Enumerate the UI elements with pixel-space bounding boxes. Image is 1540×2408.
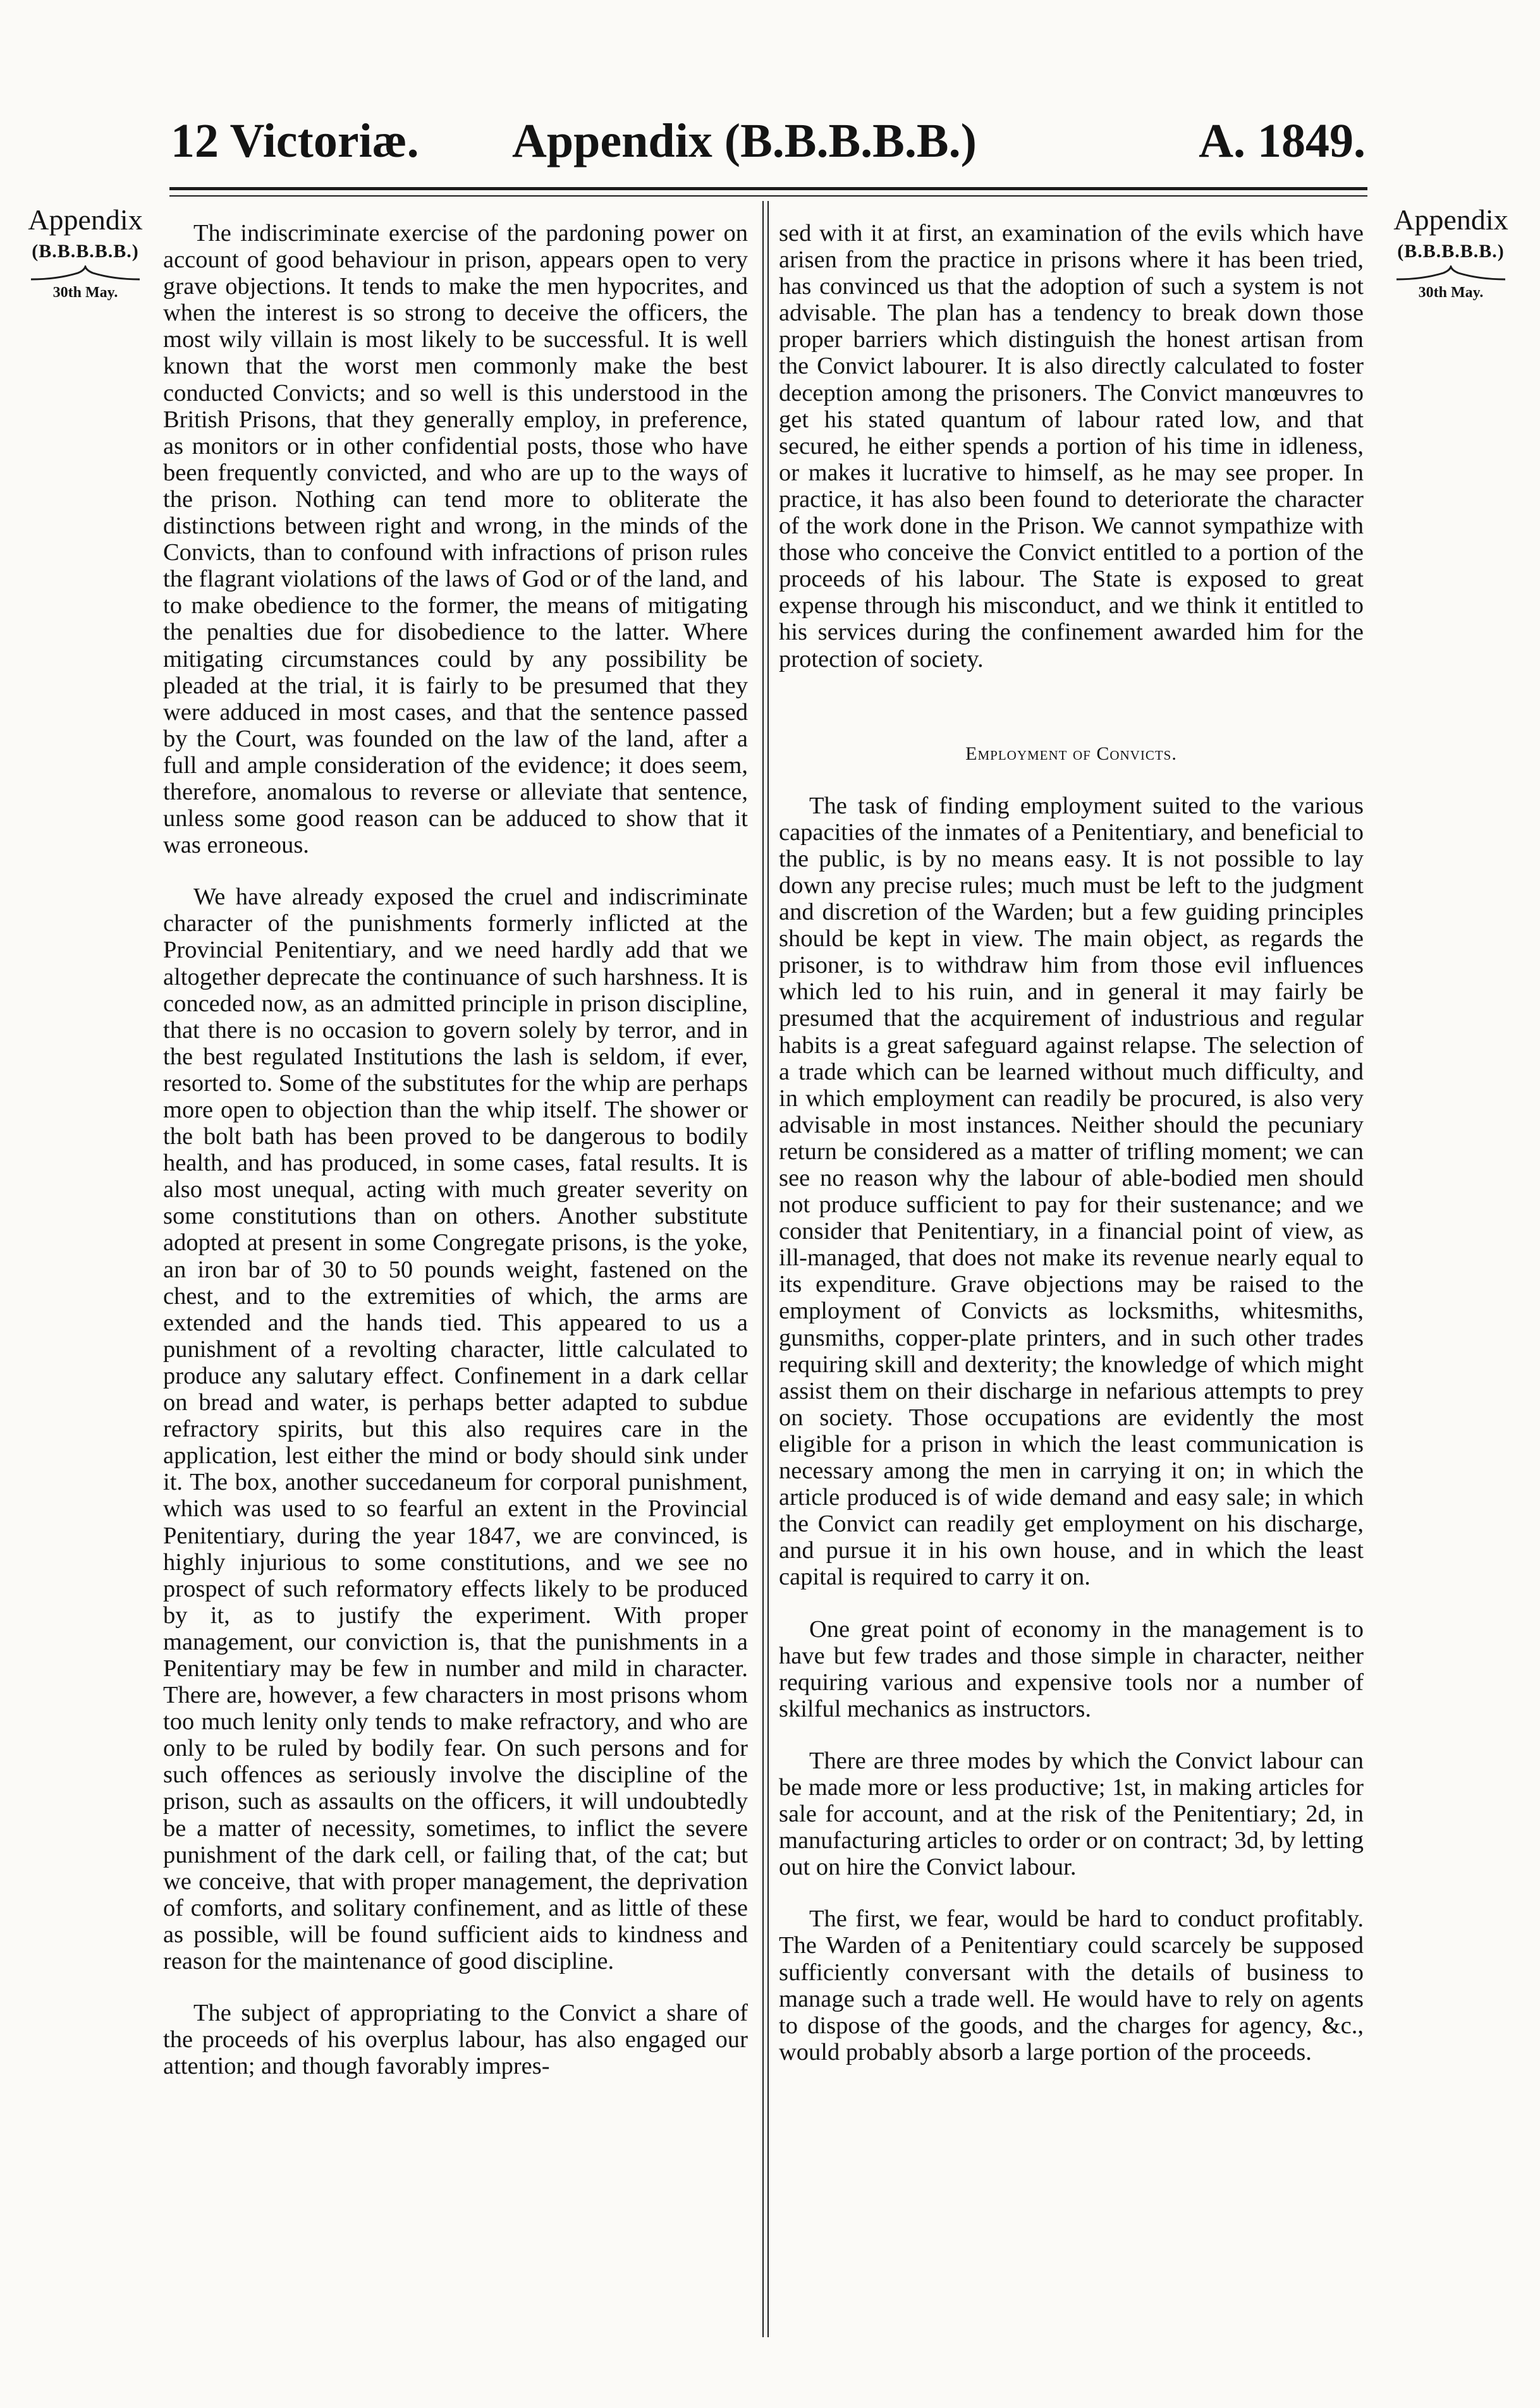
brace-ornament-icon	[28, 265, 142, 283]
left-column	[163, 220, 748, 2331]
paragraph-overplus-labour: The subject of appropriating to the Convict a share of the proceeds of his overplus labour, has also engaged our attention; and though favorably impres-	[163, 2000, 748, 2080]
header-rule-thick	[169, 187, 1367, 190]
paragraph-economy: One great point of economy in the management is to have but few trades and those simple in character, neither requiring various and expensive tools nor a number of skilful mechanics as instructors.	[779, 1615, 1364, 1722]
margin-note-date: 30th May.	[1418, 284, 1484, 301]
header-rule-thin	[169, 195, 1367, 197]
running-header	[171, 106, 1366, 176]
brace-ornament-icon	[1394, 265, 1508, 283]
header-appendix: Appendix (B.B.B.B.B.)	[512, 114, 977, 167]
paragraph-finding-employment: The task of finding employment suited to the various capacities of the inmates of a Penitentiary, and beneficial to the public, is by no means easy. It is not possible to lay down any precise rules; much must be left to the judgment and discretion of the Warden; but a few guiding principles should be kept in view. The main object, as regards the prisoner, is to withdraw him from those evil influences which led to his ruin, and in general it may fairly be presumed that the acquirement of industrious and regular habits is a great safeguard against relapse. The selection of a trade which can be learned without much difficulty, and in which employment can readily be procured, is also very advisable in most instances. Neither should the pecuniary return be considered as a matter of trifling moment; we can see no reason why the labour of able-bodied men should not produce sufficient to pay for their sustenance; and we consider that Penitentiary, in a financial point of view, as ill-managed, that does not make its revenue nearly equal to its expenditure. Grave objections may be raised to the employment of Convicts as locksmiths, whitesmiths, gunsmiths, copper-plate printers, and in such other trades requiring skill and dexterity; the knowledge of which might assist them on their discharge in nefarious attempts to prey on society. Those occupations are evidently the most eligible for a prison in which the least communication is necessary among the men in carrying it on; in which the article produced is of wide demand and easy sale; in which the Convict can readily get employment on his discharge, and pursue it in his own house, and in which the least capital is required to carry it on.	[779, 792, 1364, 1591]
header-year: A. 1849.	[1199, 114, 1366, 167]
paragraph-continuation: sed with it at first, an examination of the evils which have arisen from the practice in prisons where it has been tried, has convinced us that the adoption of such a system is not advisable. The plan has a tendency to break down those proper barriers which distinguish the honest artisan from the Convict labourer. It is also directly calculated to foster deception among the prisoners. The Convict manœuvres to get his stated quantum of labour rated low, and that secured, he either spends a portion of his time in idleness, or makes it lucrative to himself, as he may see proper. In practice, it has also been found to deteriorate the character of the work done in the Prison. We cannot sympathize with those who conceive the Convict entitled to a portion of the proceeds of his labour. The State is exposed to great expense through his misconduct, and we think it entitled to his services during the confinement awarded him for the protection of society.	[779, 220, 1364, 672]
header-session: 12 Victoriæ.	[171, 114, 419, 167]
paragraph-pardoning-power: The indiscriminate exercise of the pardoning power on account of good behaviour in prison, appears open to very grave objections. It tends to make the men hypocrites, and when the interest is so strong to deceive the officers, the most wily villain is most likely to be successful. It is well known that the worst men commonly make the best conducted Convicts; and so well is this understood in the British Prisons, that they generally employ, in preference, as monitors or in other confidential posts, those who have been frequently convicted, and who are up to the ways of the prison. Nothing can tend more to obliterate the distinctions between right and wrong, in the minds of the Convicts, than to confound with infractions of prison rules the flagrant violations of the laws of God or of the land, and to make obedience to the former, the means of mitigating the penalties due for disobedience to the latter. Where mitigating circumstances could by any possibility be pleaded at the trial, it is fairly to be presumed that they were adduced in most cases, and that the sentence passed by the Court, was founded on the law of the land, after a full and ample consideration of the evidence; it does seem, therefore, anomalous to reverse or alleviate that sentence, unless some good reason can be adduced to show that it was erroneous.	[163, 220, 748, 859]
section-heading: Employment of Convicts.	[965, 743, 1177, 764]
right-column	[779, 220, 1364, 2331]
paragraph-three-modes: There are three modes by which the Convict labour can be made more or less productive; 1st, in making articles for sale for account, and at the risk of the Penitentiary; 2d, in manufacturing articles to order or on contract; 3d, by letting out on hire the Convict labour.	[779, 1747, 1364, 1881]
margin-note-left	[13, 202, 158, 302]
margin-note-right	[1378, 202, 1524, 302]
column-divider	[762, 201, 769, 2337]
paragraph-first-mode: The first, we fear, would be hard to conduct profitably. The Warden of a Penitentiary could scarcely be supposed sufficiently conversant with the details of business to manage such a trade well. He would have to rely on agents to dispose of the goods, and the charges for agency, &c., would probably absorb a large portion of the proceeds.	[779, 1906, 1364, 2065]
margin-note-ref: (B.B.B.B.B.)	[1397, 241, 1505, 262]
margin-note-title: Appendix	[28, 204, 143, 236]
margin-note-ref: (B.B.B.B.B.)	[32, 241, 139, 262]
paragraph-punishments: We have already exposed the cruel and indiscriminate character of the punishments formerly inflicted at the Provincial Penitentiary, and we need hardly add that we altogether deprecate the continuance of such harshness. It is conceded now, as an admitted principle in prison discipline, that there is no occasion to govern solely by terror, and in the best regulated Institutions the lash is seldom, if ever, resorted to. Some of the substitutes for the whip are perhaps more open to objection than the whip itself. The shower or the bolt bath has been proved to be dangerous to bodily health, and has produced, in some cases, fatal results. It is also most unequal, acting with much greater severity on some constitutions than on others. Another substitute adopted at present in some Congregate prisons, is the yoke, an iron bar of 30 to 50 pounds weight, fastened on the chest, and to the extremities of which, the arms are extended and the hands tied. This appeared to us a punishment of a revolting character, little calculated to produce any salutary effect. Confinement in a dark cellar on bread and water, is perhaps better adapted to subdue refractory spirits, but this also requires care in the application, lest either the mind or body should sink under it. The box, another succedaneum for corporal punishment, which was used to so fearful an extent in the Provincial Penitentiary, during the year 1847, we are convinced, is highly injurious to some constitutions, and we see no prospect of such reformatory effects likely to be produced by it, as to justify the experiment. With proper management, our conviction is, that the punishments in a Penitentiary may be few in number and mild in character. There are, however, a few characters in most prisons whom too much lenity only tends to make refractory, and who are only to be ruled by bodily fear. On such persons and for such offences as seriously involve the discipline of the prison, such as assaults on the officers, it will undoubtedly be a matter of necessity, sometimes, to inflict the severe punishment of the dark cell, or failing that, of the cat; but we conceive, that with proper management, the deprivation of comforts, and solitary confinement, and as little of these as possible, will be found sufficient aids to kindness and reason for the maintenance of good discipline.	[163, 884, 748, 1974]
margin-note-title: Appendix	[1393, 204, 1508, 236]
margin-note-date: 30th May.	[52, 284, 118, 301]
